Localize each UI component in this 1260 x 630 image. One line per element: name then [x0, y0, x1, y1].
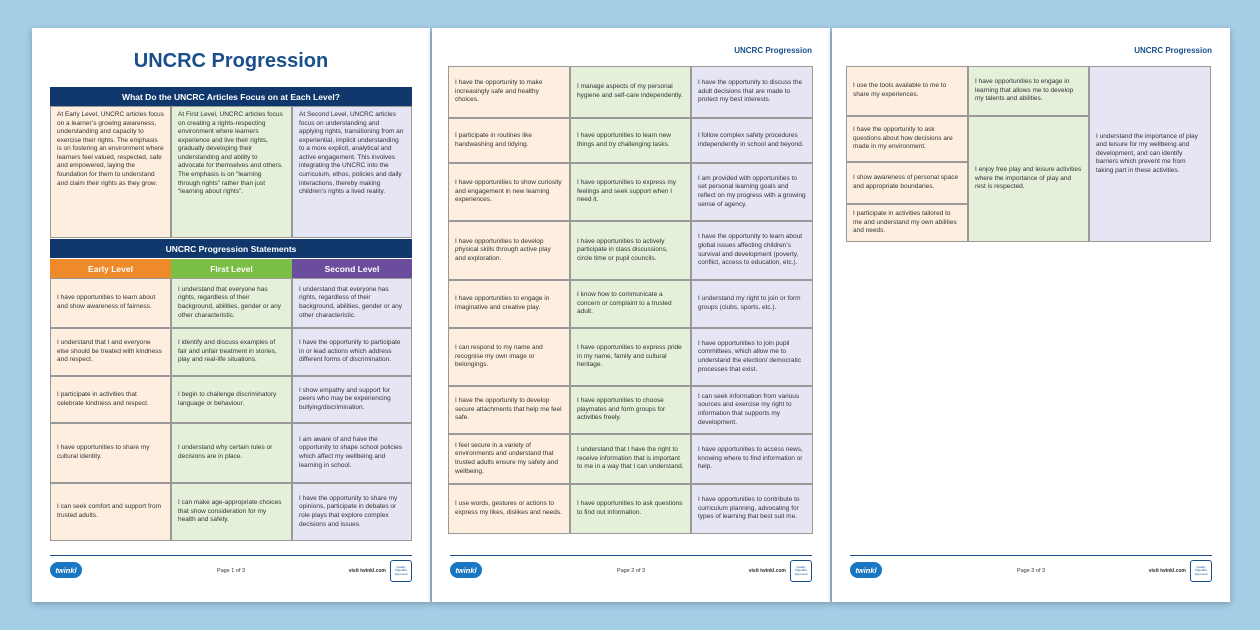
p2-r5-first: I know how to communicate a concern or complaint to a trusted adult.: [570, 280, 691, 328]
p3-early-1: I use the tools available to me to share my experiences.: [846, 66, 968, 116]
p1-r5-early: I can seek comfort and support from trusted adults.: [50, 483, 171, 541]
level-second-header: Second Level: [292, 259, 412, 278]
twinkl-logo: twinkl: [850, 562, 882, 578]
p2-r4-first: I have opportunities to actively participate in class discussions, circle time or pupil councils.: [570, 221, 691, 280]
visit-link[interactable]: visit twinkl.com: [748, 568, 786, 574]
level-first-header: First Level: [171, 259, 292, 278]
p2-r3-early: I have opportunities to show curiosity and engagement in new learning experiences.: [448, 163, 570, 221]
p1-r2-first: I identify and discuss examples of fair and unfair treatment in stories, play and real-life situations.: [171, 328, 292, 376]
p2-r1-first: I manage aspects of my personal hygiene and self-care independently.: [570, 66, 691, 118]
p2-r7-early: I have the opportunity to develop secure attachments that help me feel safe.: [448, 386, 570, 434]
p1-r1-first: I understand that everyone has rights, regardless of their background, abilities, gender or any other characteristic.: [171, 278, 292, 328]
p1-r4-early: I have opportunities to share my cultural identity.: [50, 423, 171, 483]
p2-r3-second: I am provided with opportunities to set personal learning goals and reflect on my progress with a growing sense of agency.: [691, 163, 813, 221]
quality-seal-label: Quality Standard Approved: [394, 565, 408, 576]
p1-r2-second: I have the opportunity to participate in or lead actions which address different forms of discrimination.: [292, 328, 412, 376]
page-number: Page 1 of 3: [216, 568, 246, 574]
page-number: Page 3 of 3: [1016, 568, 1046, 574]
p1-r5-first: I can make age-appropriate choices that show consideration for my health and safety.: [171, 483, 292, 541]
twinkl-logo: twinkl: [50, 562, 82, 578]
statements-header: UNCRC Progression Statements: [50, 239, 412, 258]
running-header: UNCRC Progression: [734, 46, 812, 55]
p3-second-1: I understand the importance of play and leisure for my wellbeing and development, and can identify barriers which prevent me from taking part in these activities.: [1089, 66, 1211, 242]
page-number: Page 2 of 3: [616, 568, 646, 574]
quality-seal-label: Quality Standard Approved: [794, 565, 808, 576]
p3-early-2: I have the opportunity to ask questions about how decisions are made in my environment.: [846, 116, 968, 162]
p1-r4-second: I am aware of and have the opportunity to shape school policies which affect my wellbeing and learning in school.: [292, 423, 412, 483]
focus-early: At Early Level, UNCRC articles focus on a learner’s growing awareness, understanding and capacity to exercise their rights. The emphasis is on fostering an environment where learners feel valued, respected, safe and empowered, laying the foundation for them to understand and claim their rights as they grow.: [50, 106, 171, 238]
p2-r2-second: I follow complex safety procedures independently in school and beyond.: [691, 118, 813, 163]
visit-link[interactable]: visit twinkl.com: [348, 568, 386, 574]
quality-seal-label: Quality Standard Approved: [1194, 565, 1208, 576]
p2-r5-early: I have opportunities to engage in imaginative and creative play.: [448, 280, 570, 328]
focus-first: At First Level, UNCRC articles focus on creating a rights-respecting environment where learners experience and live their rights, gradually developing their understanding and ability to advocate for themselves and others. The emphasis is on “learning through rights” rather than just “learning about rights”.: [171, 106, 292, 238]
p2-r2-first: I have opportunities to learn new things and try challenging tasks.: [570, 118, 691, 163]
quality-seal-icon: [1190, 560, 1212, 582]
p2-r2-early: I participate in routines like handwashing and tidying.: [448, 118, 570, 163]
p2-r7-second: I can seek information from various sources and exercise my right to information that supports my development.: [691, 386, 813, 434]
page-3: [832, 28, 1230, 602]
p2-r6-second: I have opportunities to join pupil committees, which allow me to understand the election/ democratic processes that exist.: [691, 328, 813, 386]
p2-r8-first: I understand that I have the right to receive information that is important to me in a way that I can understand.: [570, 434, 691, 484]
footer-divider: [50, 555, 412, 556]
p2-r8-second: I have opportunities to access news, knowing where to find information or help.: [691, 434, 813, 484]
p2-r9-early: I use words, gestures or actions to express my likes, dislikes and needs.: [448, 484, 570, 534]
p2-r9-first: I have opportunities to ask questions to find out information.: [570, 484, 691, 534]
p1-r2-early: I understand that I and everyone else should be treated with kindness and respect.: [50, 328, 171, 376]
p3-first-1: I have opportunities to engage in learning that allows me to develop my talents and abilities.: [968, 66, 1089, 116]
level-early-header: Early Level: [50, 259, 171, 278]
quality-seal-icon: [790, 560, 812, 582]
p2-r1-early: I have the opportunity to make increasingly safe and healthy choices.: [448, 66, 570, 118]
p2-r1-second: I have the opportunity to discuss the adult decisions that are made to protect my best interests.: [691, 66, 813, 118]
p2-r4-second: I have the opportunity to learn about global issues affecting children’s survival and development (poverty, conflict, access to education, etc.).: [691, 221, 813, 280]
p3-first-2: I enjoy free play and leisure activities where the importance of play and rest is respected.: [968, 116, 1089, 242]
p2-r5-second: I understand my right to join or form groups (clubs, sports, etc.).: [691, 280, 813, 328]
p1-r4-first: I understand why certain rules or decisions are in place.: [171, 423, 292, 483]
footer-divider: [450, 555, 812, 556]
p1-r3-first: I begin to challenge discriminatory language or behaviour.: [171, 376, 292, 423]
p2-r6-first: I have opportunities to express pride in my name, family and cultural heritage.: [570, 328, 691, 386]
p1-r1-second: I understand that everyone has rights, regardless of their background, abilities, gender or any other characteristic.: [292, 278, 412, 328]
visit-link[interactable]: visit twinkl.com: [1148, 568, 1186, 574]
p2-r8-early: I feel secure in a variety of environments and understand that trusted adults ensure my safety and wellbeing.: [448, 434, 570, 484]
p3-early-4: I participate in activities tailored to me and understand my own abilities and needs.: [846, 204, 968, 242]
footer-divider: [850, 555, 1212, 556]
focus-header: What Do the UNCRC Articles Focus on at Each Level?: [50, 87, 412, 106]
twinkl-logo: twinkl: [450, 562, 482, 578]
p2-r4-early: I have opportunities to develop physical skills through active play and exploration.: [448, 221, 570, 280]
p2-r9-second: I have opportunities to contribute to curriculum planning, advocating for types of learning that best suit me.: [691, 484, 813, 534]
page-title: UNCRC Progression: [133, 50, 329, 72]
p1-r5-second: I have the opportunity to share my opinions, participate in debates or role plays that explore complex decisions and issues.: [292, 483, 412, 541]
running-header: UNCRC Progression: [1134, 46, 1212, 55]
p2-r6-early: I can respond to my name and recognise my own image or belongings.: [448, 328, 570, 386]
p3-early-3: I show awareness of personal space and appropriate boundaries.: [846, 162, 968, 204]
page-1: [32, 28, 430, 602]
quality-seal-icon: [390, 560, 412, 582]
page-2: [432, 28, 830, 602]
p1-r1-early: I have opportunities to learn about and show awareness of fairness.: [50, 278, 171, 328]
p1-r3-early: I participate in activities that celebrate kindness and respect.: [50, 376, 171, 423]
p1-r3-second: I show empathy and support for peers who may be experiencing bullying/discrimination.: [292, 376, 412, 423]
focus-second: At Second Level, UNCRC articles focus on understanding and applying rights, transitioning from an experiential, implicit understanding to a more explicit, analytical and active engagement. This involves integrating the UNCRC into the curriculum, ethos, policies and daily interactions, thereby making children’s rights a lived reality.: [292, 106, 412, 238]
p2-r7-first: I have opportunities to choose playmates and form groups for activities freely.: [570, 386, 691, 434]
p2-r3-first: I have opportunities to express my feelings and seek support when I need it.: [570, 163, 691, 221]
